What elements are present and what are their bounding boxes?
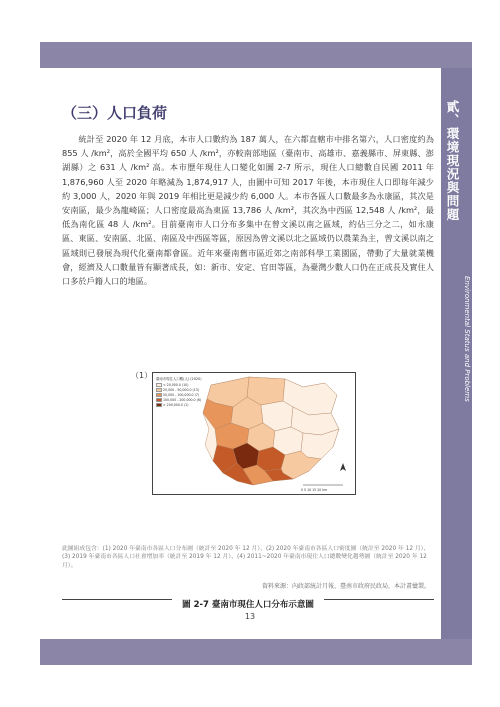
header-band <box>40 42 472 68</box>
body-paragraph: 統計至 2020 年 12 月底，本市人口數約為 187 萬人，在六都直轄市中排名第六，人口密度約為 855 人 /km²，高於全國平均 650 人 /km²，亦較南部地區（臺南市、高雄市、嘉義縣市、屏東縣、澎湖縣）之 631 人 /km² 高。本市歷年現住人口變化如圖 2-7 所示，現住人口總數自民國 2011 年 1,876,960 人至 2020 年略減為 1,874,917 人，由圖中可知 2017 年後，本市現住人口即每年減少約 3,000 人，2020 年與 2019 年相比更是減少約 6,000 人。本市各區人口數最多為永康區，其次是安南區，最少為龍崎區；人口密度最高為東區 13,786 人 /km²，其次為中西區 12,548 人 /km²，最低為南化區 48 人 /km²。目前臺南市人口分布多集中在曾文溪以南之區域，約佔三分之二，如永康區、東區、安南區、北區、南區及中西區等區，原因為曾文溪以北之區域仍以農業為主，曾文溪以南之區域則已發展為現代化臺南都會區。近年來臺南舊市區近郊之南部科學工業園區，帶動了大量就業機會，經濟及人口數量皆有顯著成長，如：新市、安定、官田等區，為臺灣少數人口仍在正成長及實住人口多於戶籍人口的地區。 <box>62 134 434 287</box>
legend-item: 100,000 - 200,000.0 (6) <box>156 397 202 402</box>
legend-swatch <box>156 393 162 397</box>
legend-item: > 200,000.0 (1) <box>156 402 202 407</box>
main-content <box>62 102 434 288</box>
caption-rule-left <box>62 599 172 600</box>
data-source: 資料來源：內政部統計月報、臺南市政府民政局，本計畫彙製。 <box>261 583 430 590</box>
footer-band <box>40 639 472 665</box>
map-legend <box>156 376 202 407</box>
legend-swatch <box>156 388 162 392</box>
caption-text: 圖 2-7 臺南市現住人口分布示意圖 <box>178 600 318 610</box>
legend-title: 臺南市現住人口數(人) (2020) <box>156 377 202 381</box>
chapter-title: 貳、環境現況與問題 <box>445 100 460 222</box>
legend-swatch <box>156 403 162 407</box>
figure-label: （1） <box>131 371 153 380</box>
page-number: 13 <box>244 612 256 621</box>
section-title: （三）人口負荷 <box>62 104 168 122</box>
legend-swatch <box>156 398 162 402</box>
legend-item: < 20,000.0 (10) <box>156 382 202 387</box>
figure-caption <box>62 592 434 610</box>
caption-rule-right <box>324 599 434 600</box>
north-arrow <box>340 463 346 471</box>
legend-item: 20,000 - 50,000.0 (13) <box>156 387 202 392</box>
figure-notes: 此圖組成包含：(1) 2020 年臺南市各區人口分布圖（統計至 2020 年 12 月）、(2) 2020 年臺南市各區人口密度圖（統計至 2020 年 12 月）、(3) 2019 年臺南市各區人口社會增加率（統計至 2019 年 12 月）、(4) 2011~2020 年臺南市現住人口總數變化趨勢圖（統計至 2020 年 12 月）。 <box>62 546 430 569</box>
legend-swatch <box>156 383 162 387</box>
scale-bar-label: 0 5 10 15 20 km <box>301 488 328 492</box>
chapter-title-english: Environmental Status and Problems <box>463 276 471 402</box>
legend-item: 50,000 - 100,000.0 (7) <box>156 392 202 397</box>
chapter-side-tab <box>441 68 472 639</box>
population-map <box>152 372 356 495</box>
